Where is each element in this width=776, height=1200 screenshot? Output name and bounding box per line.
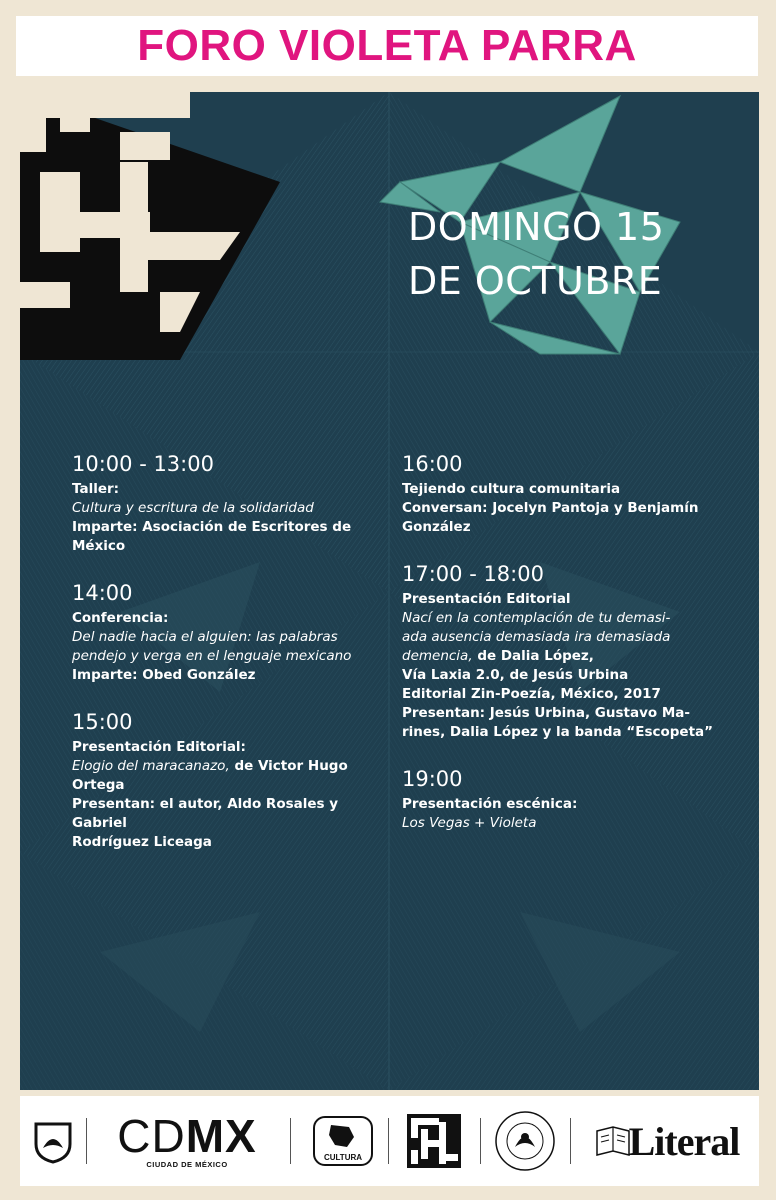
event-detail-text: pendejo y verga en el lenguaje mexicano <box>72 648 352 664</box>
footer-separator <box>480 1118 481 1164</box>
event-detail-text: Presentan: Jesús Urbina, Gustavo Ma- <box>402 705 691 721</box>
event-detail-line <box>402 609 732 628</box>
schedule-event <box>72 449 392 556</box>
event-time: 15:00 <box>72 710 133 734</box>
cultura-logo <box>308 1096 378 1186</box>
schedule-right-column <box>402 449 732 855</box>
schedule-event <box>72 578 392 685</box>
schedule-event <box>72 707 392 852</box>
event-detail-text: Presentación Editorial <box>402 591 571 607</box>
event-detail-line <box>402 814 732 833</box>
event-detail-text: México <box>72 538 126 554</box>
event-detail-text: Conferencia: <box>72 610 169 626</box>
fil-emblem-icon <box>407 1114 461 1168</box>
cdmx-subtitle: CIUDAD DE MÉXICO <box>146 1159 228 1169</box>
event-detail-text: Presentación escénica: <box>402 796 578 812</box>
event-detail-text: Los Vegas + Violeta <box>402 815 537 831</box>
event-detail-text: Cultura y escritura de la solidaridad <box>72 500 314 516</box>
event-detail-text: ada ausencia demasiada ira demasiada <box>402 629 671 645</box>
footer-separator <box>570 1118 571 1164</box>
event-detail-line <box>72 609 392 628</box>
event-time: 17:00 - 18:00 <box>402 562 544 586</box>
schedule-event <box>402 559 732 742</box>
poster-title: FORO VIOLETA PARRA <box>137 21 637 70</box>
escritores-seal-logo <box>486 1096 564 1186</box>
event-date <box>408 200 738 308</box>
event-detail-line <box>402 666 732 685</box>
book-icon <box>593 1121 633 1161</box>
event-detail-line <box>402 795 732 814</box>
seal-icon <box>493 1109 557 1173</box>
event-detail-text: Taller: <box>72 481 120 497</box>
literal-wordmark: Literal <box>628 1118 740 1164</box>
event-detail-line <box>402 723 732 742</box>
event-detail-text: Nací en la contemplación de tu demasi- <box>402 610 671 626</box>
event-detail-text: Editorial Zin-Poezía, México, 2017 <box>402 686 661 702</box>
schedule-left-column <box>72 449 392 874</box>
event-detail-line <box>72 480 392 499</box>
fil-emblem-logo <box>398 1096 470 1186</box>
event-detail-line <box>72 833 392 852</box>
event-detail-line <box>72 537 392 556</box>
cultura-label: CULTURA <box>323 1153 363 1162</box>
cdmx-logo <box>92 1096 282 1186</box>
event-time: 16:00 <box>402 452 463 476</box>
footer-separator <box>388 1118 389 1164</box>
event-detail-line <box>72 518 392 537</box>
event-detail-text: demencia, <box>402 648 473 664</box>
schedule-event <box>402 449 732 537</box>
event-detail-line <box>72 647 392 666</box>
event-detail-line <box>72 738 392 757</box>
event-detail-line <box>72 628 392 647</box>
cdmx-wordmark <box>117 1109 257 1162</box>
cdmx-mx: MX <box>185 1109 257 1162</box>
event-detail-text: Vía Laxia 2.0, de Jesús Urbina <box>402 667 629 683</box>
event-time: 14:00 <box>72 581 133 605</box>
poster-panel <box>20 92 759 1090</box>
event-detail-line <box>72 776 392 795</box>
event-detail-text: Elogio del maracanazo, <box>72 758 230 774</box>
event-detail-line <box>72 757 392 776</box>
event-time: 19:00 <box>402 767 463 791</box>
event-detail-text: Presentación Editorial: <box>72 739 246 755</box>
event-detail-text: Rodríguez Liceaga <box>72 834 212 850</box>
event-detail-line <box>402 499 732 518</box>
event-detail-text: Tejiendo cultura comunitaria <box>402 481 621 497</box>
event-detail-text: Presentan: el autor, Aldo Rosales y Gabriel <box>72 796 339 831</box>
cdmx-crest-logo <box>24 1096 82 1186</box>
event-detail-line <box>72 666 392 685</box>
event-detail-line <box>402 480 732 499</box>
event-detail-text: rines, Dalia López y la banda “Escopeta” <box>402 724 714 740</box>
date-line-2: DE OCTUBRE <box>408 259 663 303</box>
footer-separator <box>86 1118 87 1164</box>
event-detail-line <box>402 647 732 666</box>
event-time: 10:00 - 13:00 <box>72 452 214 476</box>
event-detail-suffix: de Dalia López, <box>472 648 594 664</box>
event-detail-text: González <box>402 519 471 535</box>
event-detail-line <box>402 704 732 723</box>
event-detail-text: Imparte: Asociación de Escritores de <box>72 519 352 535</box>
cultura-badge <box>313 1116 373 1166</box>
literal-logo <box>576 1096 756 1186</box>
event-detail-text: Imparte: Obed González <box>72 667 256 683</box>
event-detail-line <box>402 628 732 647</box>
event-detail-line <box>402 685 732 704</box>
crest-icon <box>30 1118 76 1164</box>
event-detail-text: Del nadie hacia el alguien: las palabras <box>72 629 338 645</box>
city-map-icon <box>327 1123 357 1149</box>
schedule-event <box>402 764 732 833</box>
sponsor-footer <box>20 1096 759 1186</box>
event-detail-text: Conversan: Jocelyn Pantoja y Benjamín <box>402 500 699 516</box>
event-detail-suffix: de Victor Hugo <box>229 758 348 774</box>
event-detail-line <box>402 518 732 537</box>
cdmx-cd: CD <box>117 1109 186 1162</box>
event-detail-text: Ortega <box>72 777 125 793</box>
event-detail-line <box>402 590 732 609</box>
event-detail-line <box>72 795 392 833</box>
event-detail-line <box>72 499 392 518</box>
date-line-1: DOMINGO 15 <box>408 205 665 249</box>
footer-separator <box>290 1118 291 1164</box>
